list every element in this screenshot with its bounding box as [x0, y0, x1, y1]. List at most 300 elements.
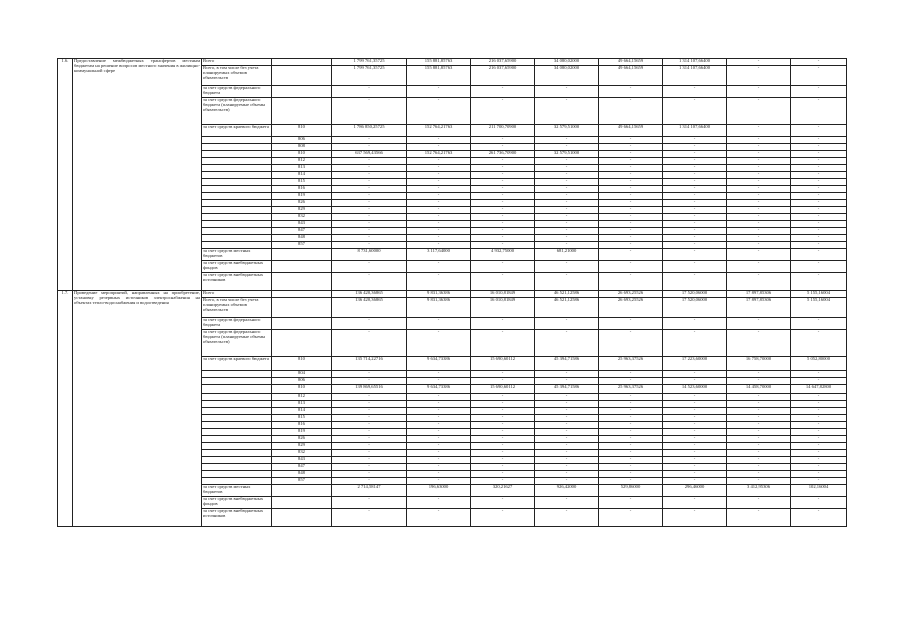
value-cell: - [407, 408, 471, 415]
value-cell: - [332, 261, 407, 273]
value-cell: - [535, 221, 599, 228]
row-label [202, 144, 272, 151]
value-cell: - [663, 436, 727, 443]
value-cell: - [471, 86, 535, 98]
value-cell: - [332, 200, 407, 207]
value-cell: - [471, 221, 535, 228]
value-cell: - [599, 429, 663, 436]
value-cell: - [791, 179, 847, 186]
value-cell: - [663, 207, 727, 214]
value-cell: - [727, 98, 791, 125]
value-cell: - [663, 228, 727, 235]
value-cell: - [663, 158, 727, 165]
value-cell: 216 037,65900 [471, 66, 535, 86]
value-cell: - [407, 214, 471, 221]
value-cell: - [471, 186, 535, 193]
row-code: 847 [272, 228, 332, 235]
value-cell: - [471, 378, 535, 385]
row-code: 813 [272, 401, 332, 408]
value-cell: - [791, 415, 847, 422]
value-cell: 26 693,25526 [599, 298, 663, 318]
value-cell: - [471, 235, 535, 242]
value-cell: 296,46000 [663, 485, 727, 497]
value-cell: - [727, 450, 791, 457]
row-label [202, 235, 272, 242]
value-cell: - [663, 422, 727, 429]
row-label: за счет средств федерального бюджета [202, 318, 272, 330]
value-cell: - [663, 401, 727, 408]
value-cell: 9 634,73386 [407, 357, 471, 371]
value-cell: - [727, 436, 791, 443]
value-cell: - [663, 249, 727, 261]
value-cell: - [791, 186, 847, 193]
value-cell: - [791, 242, 847, 249]
value-cell: - [535, 401, 599, 408]
value-cell: - [727, 242, 791, 249]
value-cell: - [471, 214, 535, 221]
value-cell: - [599, 273, 663, 291]
value-cell: - [332, 86, 407, 98]
row-label: за счет средств местных бюджетов [202, 485, 272, 497]
value-cell: - [535, 200, 599, 207]
row-code [272, 330, 332, 357]
value-cell: - [535, 394, 599, 401]
value-cell: - [332, 497, 407, 509]
block-index: 1.6. [58, 59, 73, 291]
row-label [202, 436, 272, 443]
value-cell: - [535, 207, 599, 214]
row-code: 848 [272, 471, 332, 478]
value-cell: - [471, 193, 535, 200]
value-cell: - [727, 207, 791, 214]
value-cell: - [663, 497, 727, 509]
value-cell: 155 881,85763 [407, 66, 471, 86]
value-cell: - [535, 471, 599, 478]
value-cell: - [407, 464, 471, 471]
value-cell: - [535, 497, 599, 509]
row-code: 810 [272, 125, 332, 137]
value-cell: - [407, 378, 471, 385]
value-cell: 17 520,06000 [663, 291, 727, 298]
value-cell: - [599, 471, 663, 478]
value-cell: - [663, 98, 727, 125]
value-cell: - [727, 415, 791, 422]
row-code: 806 [272, 137, 332, 144]
value-cell: - [599, 457, 663, 464]
value-cell: - [599, 214, 663, 221]
row-code: 843 [272, 221, 332, 228]
value-cell: - [727, 172, 791, 179]
value-cell: - [471, 165, 535, 172]
row-code: 816 [272, 422, 332, 429]
row-label [202, 200, 272, 207]
value-cell: - [791, 249, 847, 261]
value-cell: - [599, 478, 663, 485]
value-cell: - [791, 408, 847, 415]
row-label: Всего [202, 291, 272, 298]
value-cell: 49 664,15659 [599, 66, 663, 86]
value-cell: - [791, 59, 847, 66]
row-code: 857 [272, 242, 332, 249]
value-cell: - [663, 457, 727, 464]
value-cell: - [471, 457, 535, 464]
row-code: 810 [272, 385, 332, 394]
value-cell: - [535, 415, 599, 422]
value-cell: 1 314 107,66400 [663, 125, 727, 137]
value-cell: - [471, 371, 535, 378]
row-code: 843 [272, 457, 332, 464]
value-cell: - [727, 378, 791, 385]
value-cell: - [332, 179, 407, 186]
value-cell: - [791, 371, 847, 378]
row-label [202, 415, 272, 422]
value-cell: - [727, 318, 791, 330]
value-cell: - [791, 125, 847, 137]
value-cell: - [599, 450, 663, 457]
value-cell: 5 155,16004 [791, 298, 847, 318]
row-label [202, 207, 272, 214]
value-cell: - [727, 478, 791, 485]
value-cell: - [407, 98, 471, 125]
value-cell: - [727, 401, 791, 408]
row-code: 829 [272, 443, 332, 450]
value-cell: - [332, 144, 407, 151]
value-cell: - [599, 165, 663, 172]
value-cell: - [727, 221, 791, 228]
row-code: 857 [272, 478, 332, 485]
value-cell: - [332, 235, 407, 242]
value-cell: 17 897,85306 [727, 298, 791, 318]
row-label: Всего, в том числе без учета планируемых объемов обязательств [202, 298, 272, 318]
value-cell: - [332, 371, 407, 378]
value-cell: - [535, 318, 599, 330]
row-code: 815 [272, 179, 332, 186]
value-cell: 5 052,80000 [791, 357, 847, 371]
value-cell: - [599, 193, 663, 200]
value-cell: - [663, 186, 727, 193]
value-cell: - [407, 207, 471, 214]
value-cell: - [727, 158, 791, 165]
row-label [202, 457, 272, 464]
row-code: 847 [272, 464, 332, 471]
value-cell: - [599, 408, 663, 415]
row-code [272, 273, 332, 291]
value-cell: - [332, 478, 407, 485]
value-cell: - [791, 151, 847, 158]
value-cell: - [663, 172, 727, 179]
value-cell: - [727, 422, 791, 429]
value-cell: - [599, 86, 663, 98]
value-cell: - [727, 214, 791, 221]
value-cell: - [791, 235, 847, 242]
value-cell: - [471, 394, 535, 401]
value-cell: 25 963,37526 [599, 385, 663, 394]
value-cell: - [471, 200, 535, 207]
value-cell: - [332, 464, 407, 471]
value-cell: - [407, 172, 471, 179]
row-code: 815 [272, 415, 332, 422]
value-cell: - [332, 165, 407, 172]
value-cell: 17 520,06000 [663, 298, 727, 318]
value-cell: - [727, 186, 791, 193]
value-cell: - [471, 478, 535, 485]
row-label [202, 172, 272, 179]
row-label: за счет средств краевого бюджета [202, 357, 272, 371]
value-cell: - [407, 478, 471, 485]
value-cell: - [663, 429, 727, 436]
row-label [202, 443, 272, 450]
value-cell: - [535, 193, 599, 200]
value-cell: - [535, 261, 599, 273]
value-cell: - [407, 242, 471, 249]
value-cell: - [663, 478, 727, 485]
value-cell: - [332, 401, 407, 408]
value-cell: - [407, 144, 471, 151]
row-code: 848 [272, 235, 332, 242]
value-cell: - [663, 261, 727, 273]
value-cell: 17 223,60000 [663, 357, 727, 371]
value-cell: - [599, 378, 663, 385]
value-cell: 196,63000 [407, 485, 471, 497]
value-cell: - [727, 509, 791, 527]
value-cell: - [791, 429, 847, 436]
value-cell: - [599, 422, 663, 429]
value-cell: - [663, 273, 727, 291]
value-cell: - [332, 214, 407, 221]
value-cell: - [727, 86, 791, 98]
value-cell: - [535, 436, 599, 443]
value-cell: - [407, 394, 471, 401]
value-cell: - [332, 408, 407, 415]
value-cell: - [407, 371, 471, 378]
value-cell: - [599, 98, 663, 125]
value-cell: - [535, 378, 599, 385]
block-title: Проведение мероприятий, направленных на приобретение, установку резервных источников электроснабжения на объектах тепло-водоснабжения и водоотведения [73, 291, 202, 527]
value-cell: 139 869,65516 [332, 385, 407, 394]
value-cell: - [599, 464, 663, 471]
value-cell: - [599, 158, 663, 165]
value-cell: - [407, 457, 471, 464]
value-cell: - [663, 200, 727, 207]
value-cell: - [407, 137, 471, 144]
value-cell: 216 037,65900 [471, 59, 535, 66]
value-cell: - [407, 415, 471, 422]
row-code: 810 [272, 151, 332, 158]
value-cell: - [332, 228, 407, 235]
value-cell: - [791, 401, 847, 408]
value-cell: - [471, 443, 535, 450]
value-cell: - [599, 137, 663, 144]
row-label: за счет средств внебюджетных фондов [202, 261, 272, 273]
value-cell: - [663, 318, 727, 330]
value-cell: 15 690,60112 [471, 357, 535, 371]
value-cell: - [332, 98, 407, 125]
row-code: 812 [272, 394, 332, 401]
value-cell: - [791, 207, 847, 214]
value-cell: - [332, 509, 407, 527]
row-label: за счет средств федерального бюджета [202, 86, 272, 98]
value-cell: - [791, 457, 847, 464]
value-cell: - [599, 401, 663, 408]
value-cell: - [332, 394, 407, 401]
value-cell: - [791, 497, 847, 509]
row-label [202, 394, 272, 401]
row-label [202, 158, 272, 165]
value-cell: 9 634,73386 [407, 385, 471, 394]
row-label [202, 408, 272, 415]
value-cell: - [535, 273, 599, 291]
row-label [202, 137, 272, 144]
value-cell: 25 963,37526 [599, 357, 663, 371]
value-cell: - [663, 450, 727, 457]
value-cell: 46 521,12586 [535, 298, 599, 318]
value-cell: - [535, 137, 599, 144]
row-code: 816 [272, 186, 332, 193]
row-code: 826 [272, 436, 332, 443]
value-cell: - [407, 401, 471, 408]
value-cell: - [791, 158, 847, 165]
row-code [272, 318, 332, 330]
value-cell: - [791, 98, 847, 125]
value-cell: - [407, 436, 471, 443]
value-cell: - [471, 497, 535, 509]
row-code: 832 [272, 214, 332, 221]
value-cell: - [791, 422, 847, 429]
value-cell: - [791, 200, 847, 207]
value-cell: - [407, 235, 471, 242]
value-cell: - [407, 186, 471, 193]
value-cell: - [599, 228, 663, 235]
row-label [202, 165, 272, 172]
row-label [202, 429, 272, 436]
value-cell: - [407, 86, 471, 98]
value-cell: - [599, 443, 663, 450]
row-label [202, 478, 272, 485]
row-label [202, 378, 272, 385]
value-cell: - [535, 186, 599, 193]
value-cell: - [332, 221, 407, 228]
value-cell: - [727, 249, 791, 261]
value-cell: - [727, 471, 791, 478]
budget-table-sheet [57, 58, 847, 527]
value-cell: 1 314 107,66400 [663, 59, 727, 66]
value-cell: - [535, 165, 599, 172]
value-cell: 136 420,36865 [332, 298, 407, 318]
value-cell: - [407, 509, 471, 527]
value-cell: - [332, 193, 407, 200]
value-cell: - [407, 158, 471, 165]
value-cell: - [407, 318, 471, 330]
value-cell: 16 010,81849 [471, 298, 535, 318]
block-index: 1.7. [58, 291, 73, 527]
row-label [202, 422, 272, 429]
value-cell: - [663, 394, 727, 401]
value-cell: - [471, 415, 535, 422]
row-code [272, 497, 332, 509]
value-cell: 152 764,21763 [407, 151, 471, 158]
row-label: за счет средств федерального бюджета (планируемые объемы обязательств) [202, 98, 272, 125]
value-cell: 5 155,16004 [791, 291, 847, 298]
value-cell: - [407, 443, 471, 450]
value-cell: - [535, 408, 599, 415]
value-cell: - [471, 471, 535, 478]
value-cell: - [727, 200, 791, 207]
value-cell: - [332, 429, 407, 436]
value-cell: - [535, 429, 599, 436]
row-code [272, 291, 332, 298]
row-label: Всего [202, 59, 272, 66]
value-cell: - [407, 497, 471, 509]
value-cell: - [535, 509, 599, 527]
value-cell: - [535, 144, 599, 151]
value-cell: - [791, 137, 847, 144]
value-cell: 26 693,25526 [599, 291, 663, 298]
value-cell: - [535, 443, 599, 450]
value-cell: - [599, 436, 663, 443]
value-cell: - [663, 144, 727, 151]
row-label [202, 179, 272, 186]
value-cell: - [791, 450, 847, 457]
value-cell: - [407, 330, 471, 357]
value-cell: - [535, 235, 599, 242]
value-cell: - [599, 172, 663, 179]
value-cell: - [727, 497, 791, 509]
value-cell: - [535, 172, 599, 179]
value-cell: 45 394,71586 [535, 385, 599, 394]
value-cell: 3 117,64000 [407, 249, 471, 261]
value-cell: 529,86000 [599, 485, 663, 497]
value-cell: - [727, 464, 791, 471]
value-cell: 46 521,12586 [535, 291, 599, 298]
value-cell: - [727, 151, 791, 158]
row-code: 812 [272, 158, 332, 165]
value-cell: - [791, 318, 847, 330]
row-label [202, 221, 272, 228]
row-code: 814 [272, 408, 332, 415]
value-cell: - [332, 443, 407, 450]
row-code [272, 298, 332, 318]
row-code: 810 [272, 357, 332, 371]
value-cell: - [599, 235, 663, 242]
value-cell: 49 664,15659 [599, 59, 663, 66]
row-label: Всего, в том числе без учета планируемых объемов обязательств [202, 66, 272, 86]
value-cell: 15 690,60112 [471, 385, 535, 394]
value-cell: - [663, 86, 727, 98]
value-cell: - [332, 471, 407, 478]
value-cell: - [599, 179, 663, 186]
value-cell: 16 758,70000 [727, 357, 791, 371]
value-cell: - [791, 228, 847, 235]
value-cell: - [727, 261, 791, 273]
value-cell: - [791, 86, 847, 98]
value-cell: - [599, 261, 663, 273]
value-cell: - [727, 125, 791, 137]
row-label [202, 371, 272, 378]
value-cell: - [471, 509, 535, 527]
value-cell: 261 736,70900 [471, 151, 535, 158]
value-cell: - [791, 471, 847, 478]
value-cell: 136 420,36865 [332, 291, 407, 298]
value-cell: - [599, 242, 663, 249]
value-cell: - [727, 330, 791, 357]
row-code [272, 98, 332, 125]
value-cell: - [599, 318, 663, 330]
value-cell: 155 881,85763 [407, 59, 471, 66]
value-cell: - [791, 144, 847, 151]
row-code [272, 86, 332, 98]
value-cell: - [663, 371, 727, 378]
value-cell: - [332, 415, 407, 422]
